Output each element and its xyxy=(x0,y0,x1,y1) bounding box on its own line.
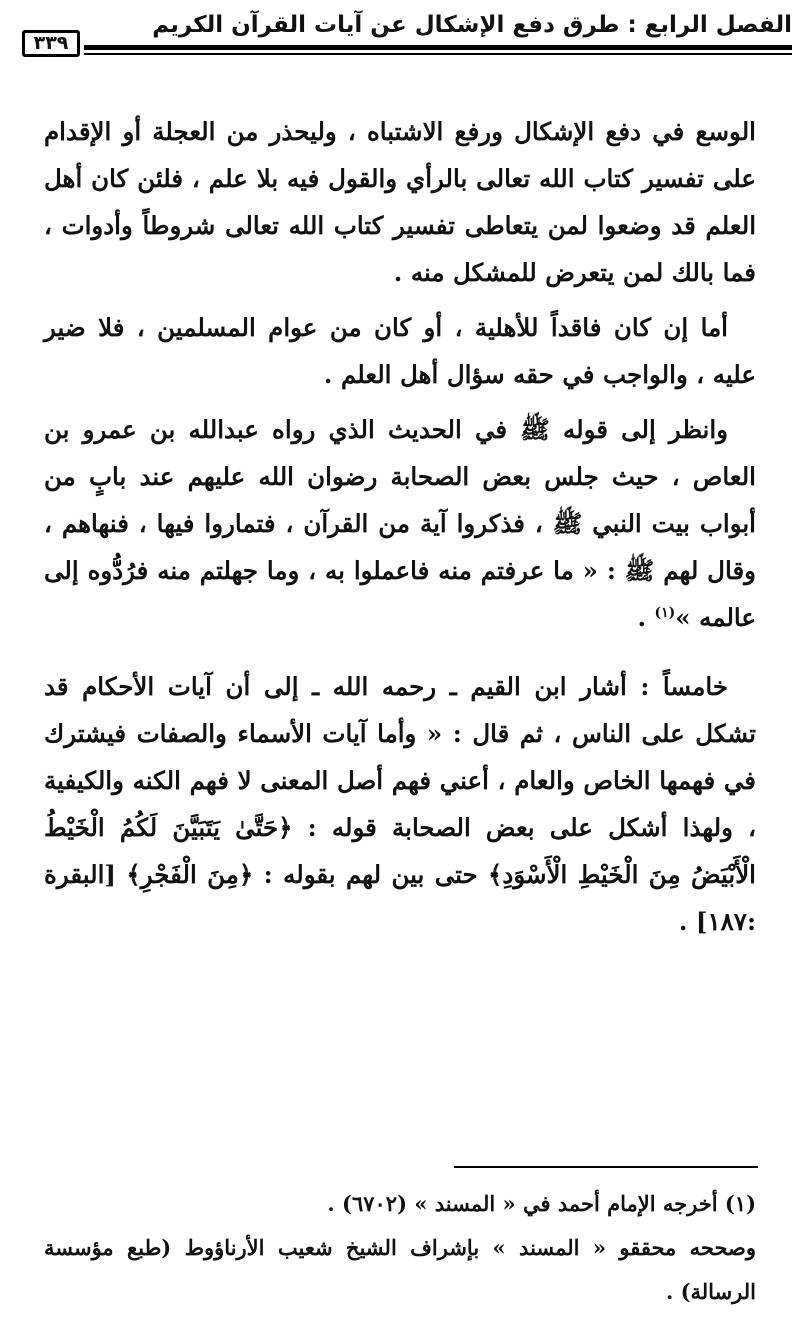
chapter-title: الفصل الرابع : طرق دفع الإشكال عن آيات القرآن الكريم xyxy=(152,12,792,38)
paragraph-4: خامساً : أشار ابن القيم ـ رحمه الله ـ إلى أن آيات الأحكام قد تشكل على الناس ، ثم قال : « وأما آيات الأسماء والصفات فيشترك في فهمها الخاص والعام ، أعني فهم أصل المعنى لا فهم الكنه والكيفية ، ولهذا أشكل على بعض الصحابة قوله : ﴿حَتَّىٰ يَتَبَيَّنَ لَكُمُ الْخَيْطُ الْأَبْيَضُ مِنَ الْخَيْطِ الْأَسْوَدِ﴾ حتى بين لهم بقوله : ﴿مِنَ الْفَجْرِ﴾ [البقرة :١٨٧] . xyxy=(44,672,756,936)
paragraph-1: الوسع في دفع الإشكال ورفع الاشتباه ، وليحذر من العجلة أو الإقدام على تفسير كتاب الله تعالى بالرأي والقول فيه بلا علم ، فلئن كان أهل العلم قد وضعوا لمن يتعاطى تفسير كتاب الله تعالى شروطاً وأدوات ، فما بالك لمن يتعرض للمشكل منه . xyxy=(44,117,756,287)
paragraph-2: أما إن كان فاقداً للأهلية ، أو كان من عوام المسلمين ، فلا ضير عليه ، والواجب في حقه سؤال أهل العلم . xyxy=(44,313,756,389)
header-rule-thick xyxy=(84,45,792,50)
main-text xyxy=(44,108,756,953)
running-header xyxy=(22,8,792,60)
page-number: ٣٣٩ xyxy=(22,30,80,57)
footnote-marker: (١) xyxy=(654,604,676,621)
footnote-1-continuation: وصححه محققو « المسند » بإشراف الشيخ شعيب الأرناؤوط (طبع مؤسسة الرسالة) . xyxy=(44,1235,756,1304)
footnote-1: (١) أخرجه الإمام أحمد في « المسند » (٦٧٠٢) . xyxy=(327,1191,756,1216)
footnote-separator xyxy=(454,1166,758,1168)
footnotes xyxy=(44,1182,756,1314)
paragraph-3-text: وانظر إلى قوله ﷺ في الحديث الذي رواه عبدالله بن عمرو بن العاص ، حيث جلس بعض الصحابة رضوان الله عليهم عند بابٍ من أبواب بيت النبي ﷺ ، فذكروا آية من القرآن ، فتماروا فيها ، فنهاهم ، وقال لهم ﷺ : « ما عرفتم منه فاعملوا به ، وما جهلتم منه فرُدُّوه إلى عالمه » xyxy=(44,415,756,632)
header-rule-thin xyxy=(84,53,792,55)
paragraph-3: وانظر إلى قوله ﷺ في الحديث الذي رواه عبدالله بن عمرو بن العاص ، حيث جلس بعض الصحابة رضوان الله عليهم عند بابٍ من أبواب بيت النبي ﷺ ، فذكروا آية من القرآن ، فتماروا فيها ، فنهاهم ، وقال لهم ﷺ : « ما عرفتم منه فاعملوا به ، وما جهلتم منه فرُدُّوه إلى عالمه »$^{(١)}$ . xyxy=(44,415,756,632)
